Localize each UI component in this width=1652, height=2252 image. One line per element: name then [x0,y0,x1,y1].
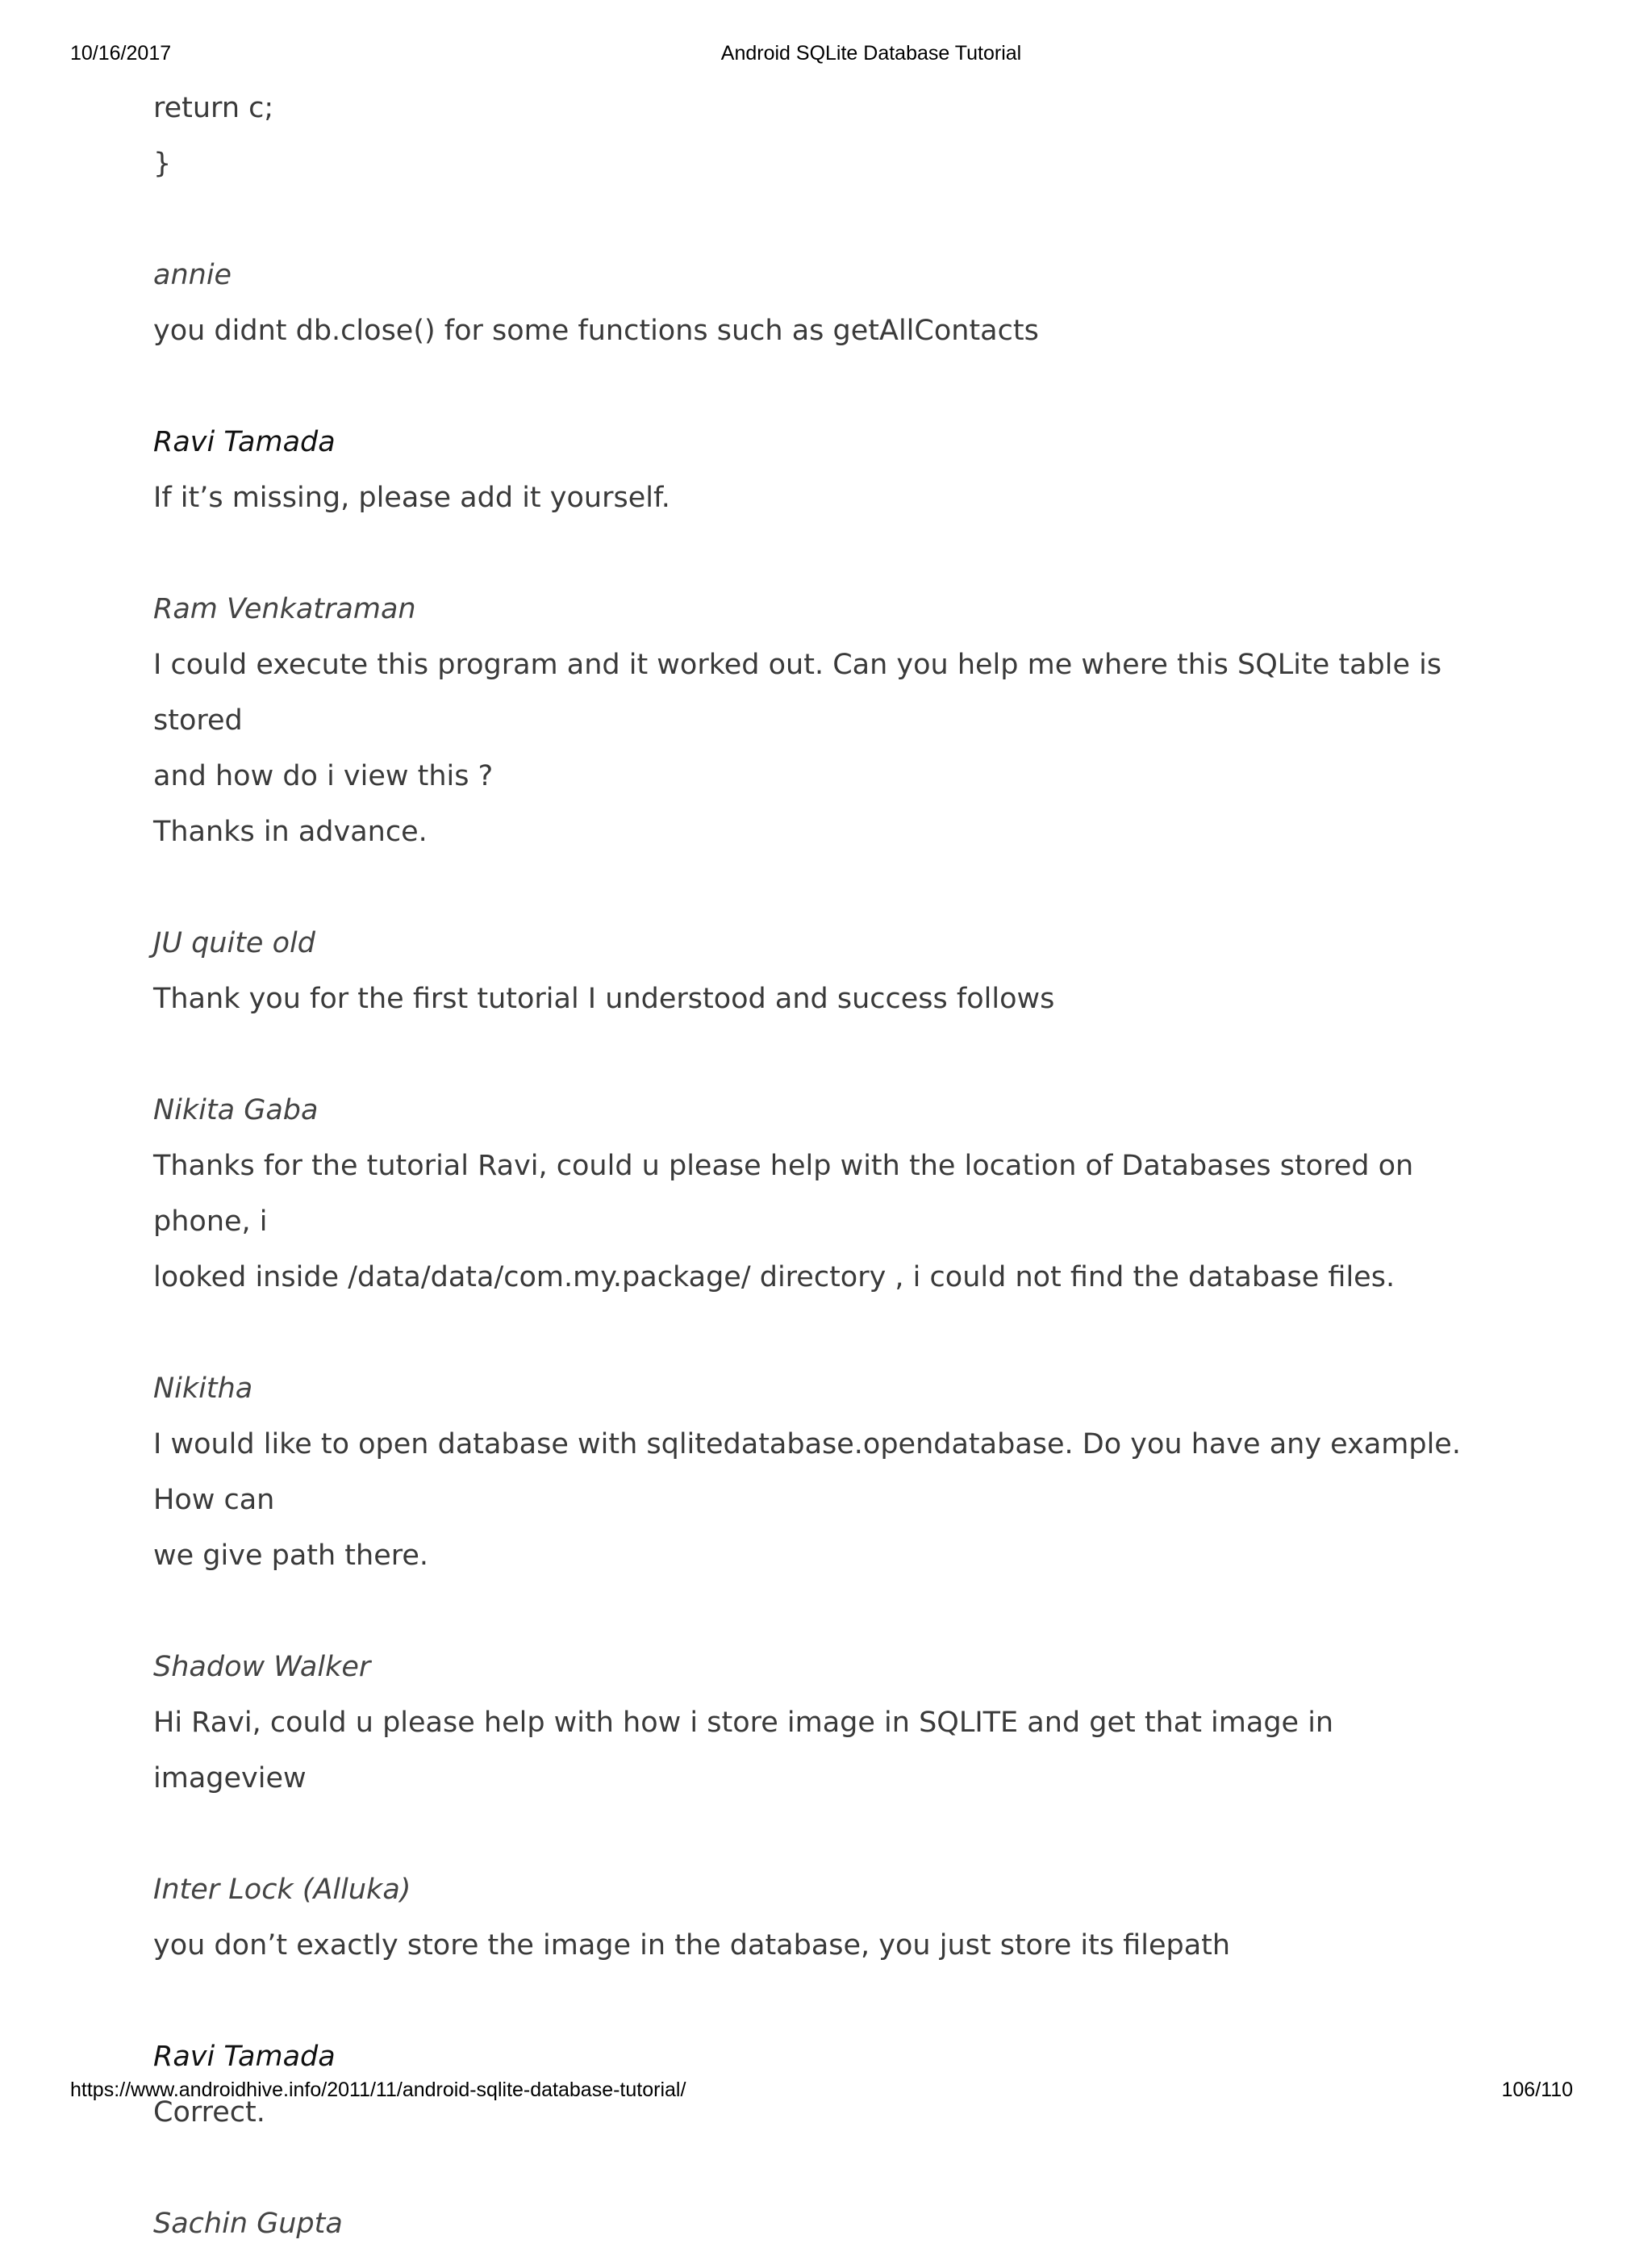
comment-author: Ravi Tamada [153,426,336,458]
comment-text: and how do i view this ? [153,760,494,792]
code-line: } [153,148,172,180]
comment-author: Sachin Gupta [153,2208,343,2240]
comment-text: Hi Ravi, could u please help with how i store image in SQLITE and get that image in imageview [153,1707,1334,1794]
comments-section [153,81,1492,2252]
comment-author: JU quite old [153,927,315,959]
comment-author: Ram Venkatraman [153,593,416,625]
comment-text: Thank you for the first tutorial I understood and success follows [153,983,1055,1015]
comment-text: looked inside /data/data/com.my.package/ directory , i could not find the database files. [153,1261,1395,1293]
comment [153,2196,1492,2252]
comment-text: I would like to open database with sqlitedatabase.opendatabase. Do you have any example. How can [153,1428,1461,1516]
comment [153,248,1492,359]
comment [153,916,1492,1027]
code-fragment [153,81,1492,192]
comment [153,582,1492,860]
comment-text: If it’s missing, please add it yourself. [153,482,670,514]
comment-text: Thanks in advance. [153,816,428,848]
comment-author: Shadow Walker [153,1651,371,1683]
comment-text: Thanks for the tutorial Ravi, could u please help with the location of Databases stored on phone, i [153,1150,1414,1238]
comment [153,1640,1492,1807]
print-header [0,42,1652,71]
page-title: Android SQLite Database Tutorial [720,42,1022,65]
comment [153,415,1492,526]
print-footer [0,2079,1652,2108]
print-date: 10/16/2017 [70,42,172,65]
code-line: return c; [153,92,274,124]
comment [153,1361,1492,1584]
page-url: https://www.androidhive.info/2011/11/android-sqlite-database-tutorial/ [70,2079,686,2101]
comment [153,1862,1492,1974]
comment-author: annie [153,259,232,291]
comment-text: Correct. [153,2096,265,2129]
comment-author: Inter Lock (Alluka) [153,1874,411,1906]
comment-author: Ravi Tamada [153,2041,336,2073]
comment-text: you don’t exactly store the image in the database, you just store its filepath [153,1929,1231,1962]
comment-text: I could execute this program and it worked out. Can you help me where this SQLite table is stored [153,649,1442,737]
comment [153,1083,1492,1306]
page-number: 106/110 [1501,2079,1573,2101]
comment-author: Nikitha [153,1373,253,1405]
comment-text: you didnt db.close() for some functions such as getAllContacts [153,315,1039,347]
comment-author: Nikita Gaba [153,1094,319,1126]
comment-text: we give path there. [153,1540,429,1572]
